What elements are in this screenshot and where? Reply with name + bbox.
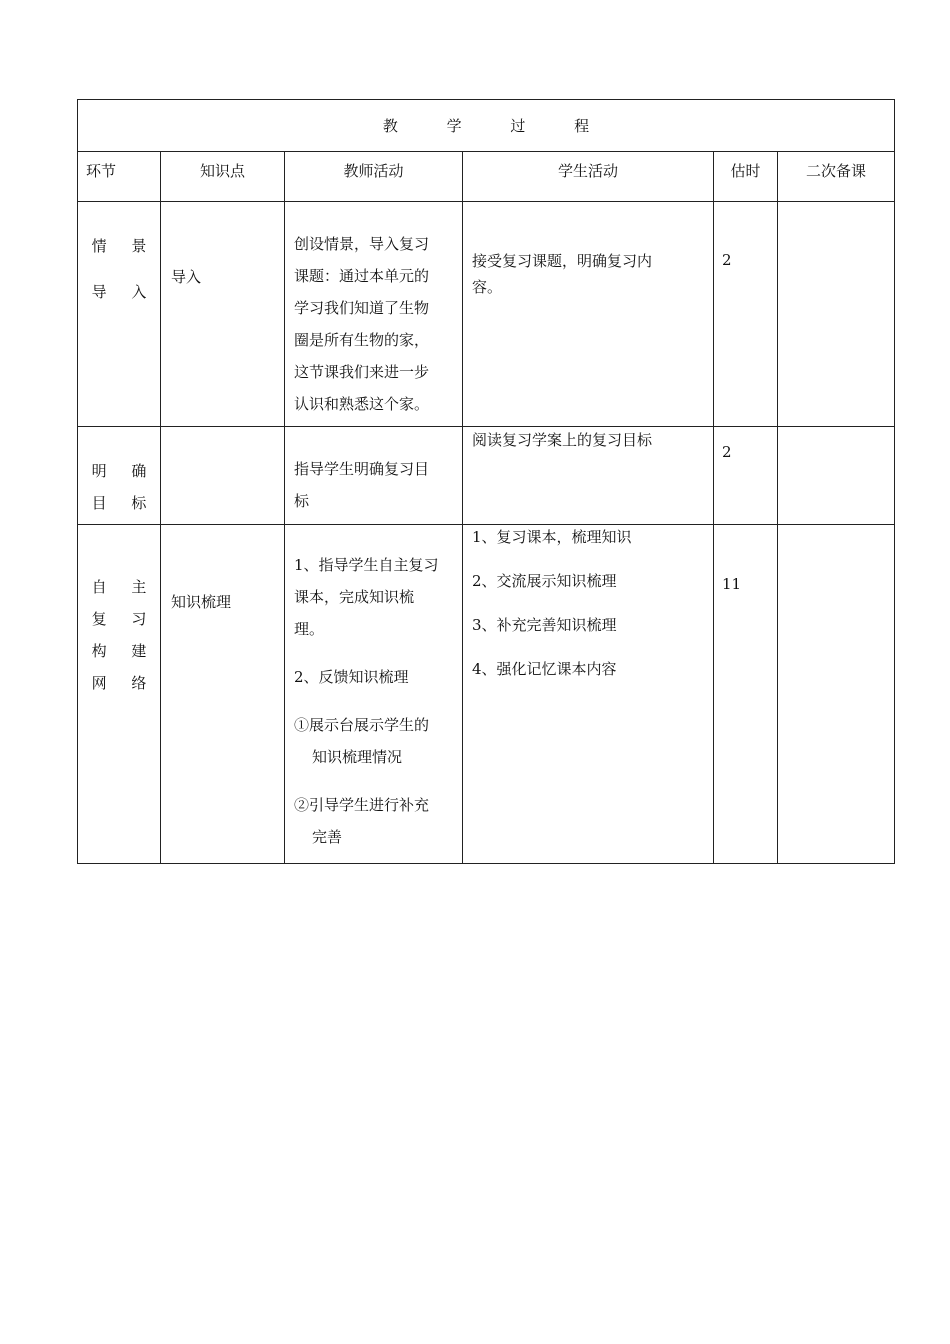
- teacher-line: 完善: [312, 828, 343, 846]
- stage-line: 构 建: [91, 642, 157, 660]
- stage-line: 复 习: [91, 610, 157, 628]
- header-knowledge: 知识点: [161, 152, 285, 202]
- knowledge-cell: 知识梳理: [161, 525, 285, 864]
- time-cell: 2: [714, 427, 778, 525]
- stage-cell: [78, 202, 161, 427]
- header-time: 估时: [714, 152, 778, 202]
- teacher-line: 理。: [294, 620, 325, 638]
- student-activity-cell: [463, 525, 714, 864]
- time-cell: 11: [714, 525, 778, 864]
- stage-line: 明 确: [91, 462, 157, 480]
- knowledge-cell: 导入: [161, 202, 285, 427]
- stage-line: 导 入: [91, 283, 157, 301]
- student-activity-cell: [463, 427, 714, 525]
- header-row: [78, 152, 895, 202]
- stage-line: 自 主: [91, 578, 157, 596]
- header-notes: 二次备课: [778, 152, 895, 202]
- teaching-process-table: [77, 99, 895, 864]
- student-line: 阅读复习学案上的复习目标: [472, 431, 653, 449]
- student-line: 1、复习课本，梳理知识: [472, 528, 632, 546]
- header-student: 学生活动: [463, 152, 714, 202]
- title-row: [78, 100, 895, 152]
- stage-line: 目 标: [91, 494, 157, 512]
- teacher-line: 创设情景，导入复习: [294, 235, 430, 253]
- stage-cell: [78, 427, 161, 525]
- stage-cell: [78, 525, 161, 864]
- teacher-activity-cell: [285, 202, 463, 427]
- teacher-line: 知识梳理情况: [312, 748, 403, 766]
- stage-line: 网 络: [91, 674, 157, 692]
- header-teacher: 教师活动: [285, 152, 463, 202]
- student-line: 3、补充完善知识梳理: [472, 616, 617, 634]
- notes-cell: [778, 427, 895, 525]
- student-activity-cell: [463, 202, 714, 427]
- teacher-line: 圈是所有生物的家，: [294, 331, 430, 349]
- table-row: [78, 427, 895, 525]
- knowledge-cell: [161, 427, 285, 525]
- table-row: [78, 202, 895, 427]
- teacher-line: 课本，完成知识梳: [294, 588, 415, 606]
- student-line: 容。: [472, 278, 503, 296]
- table-row: [78, 525, 895, 864]
- student-line: 接受复习课题，明确复习内: [472, 252, 653, 270]
- teacher-line: ①展示台展示学生的: [294, 716, 430, 734]
- notes-cell: [778, 525, 895, 864]
- header-stage: 环节: [78, 152, 161, 202]
- student-line: 4、强化记忆课本内容: [472, 660, 617, 678]
- teacher-line: 指导学生明确复习目: [294, 460, 430, 478]
- teacher-line: 标: [294, 492, 310, 510]
- teacher-line: 2、反馈知识梳理: [294, 668, 409, 686]
- teacher-line: 认识和熟悉这个家。: [294, 395, 430, 413]
- table-title: 教 学 过 程: [78, 100, 895, 152]
- teacher-line: 学习我们知道了生物: [294, 299, 430, 317]
- teacher-line: ②引导学生进行补充: [294, 796, 430, 814]
- teacher-line: 课题：通过本单元的: [294, 267, 430, 285]
- teacher-activity-cell: [285, 525, 463, 864]
- student-line: 2、交流展示知识梳理: [472, 572, 617, 590]
- time-cell: 2: [714, 202, 778, 427]
- notes-cell: [778, 202, 895, 427]
- teacher-line: 这节课我们来进一步: [294, 363, 430, 381]
- stage-line: 情 景: [91, 237, 157, 255]
- teacher-activity-cell: [285, 427, 463, 525]
- teacher-line: 1、指导学生自主复习: [294, 556, 439, 574]
